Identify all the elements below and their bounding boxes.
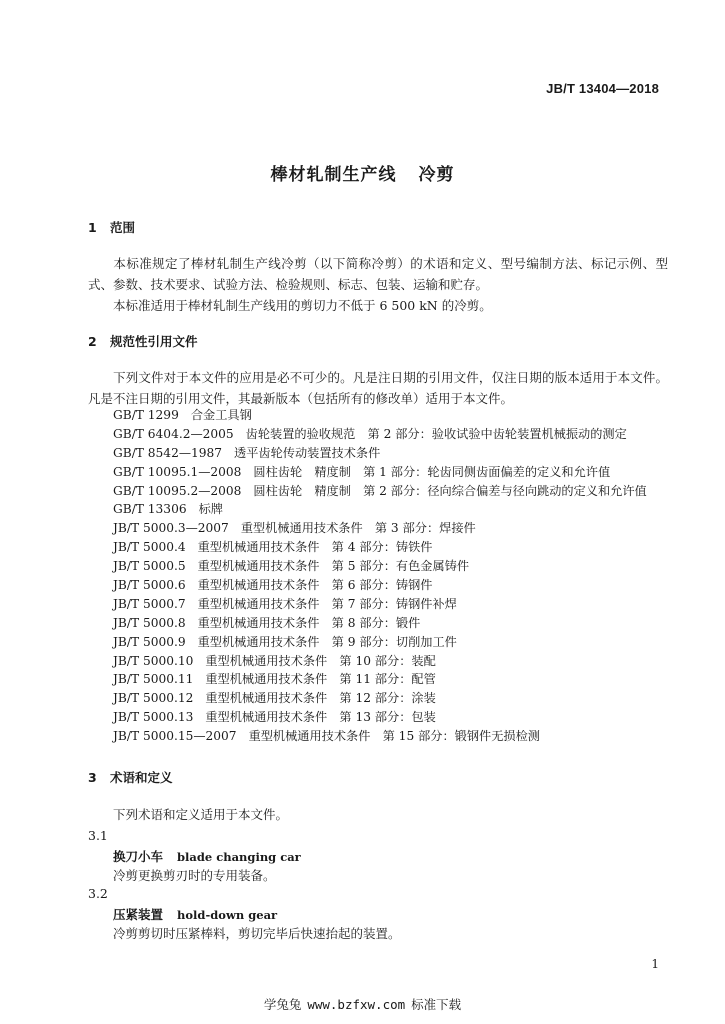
reference-title: 重型机械通用技术条件 第 3 部分：焊接件 [240,521,476,536]
reference-item [113,614,647,633]
reference-title: 透平齿轮传动装置技术条件 [234,445,381,460]
section-title: 范围 [110,220,136,235]
reference-title: 重型机械通用技术条件 第 15 部分：锻钢件无损检测 [248,729,540,744]
reference-item [113,500,647,519]
reference-item [113,557,647,576]
section-number: 2 [88,334,97,349]
section-title: 术语和定义 [110,770,173,785]
reference-title: 合金工具钢 [190,408,252,422]
terms-intro [88,804,668,825]
reference-code: GB/T 13306 [113,502,187,517]
reference-code: GB/T 8542—1987 [113,445,223,460]
reference-item [113,727,647,746]
scope-paragraph-1 [88,253,668,295]
reference-title: 重型机械通用技术条件 第 9 部分：切削加工件 [197,634,457,649]
reference-title: 重型机械通用技术条件 第 7 部分：铸钢件补焊 [197,596,457,611]
section-2-heading [88,332,198,350]
term-number: 3.1 [88,828,108,843]
reference-item [113,444,647,463]
reference-title: 重型机械通用技术条件 第 6 部分：铸钢件 [197,578,433,593]
title-part2: 冷剪 [418,165,455,185]
reference-code: JB/T 5000.7 [113,596,186,611]
reference-title: 圆柱齿轮 精度制 第 2 部分：径向综合偏差与径向跳动的定义和允许值 [253,483,647,498]
reference-code: JB/T 5000.12 [113,691,194,706]
reference-code: JB/T 5000.15—2007 [113,729,237,744]
term-chinese: 压紧装置 [113,907,164,922]
term-definition: 冷剪剪切时压紧棒料，剪切完毕后快速抬起的装置。 [113,926,401,941]
paragraph-text: 下列术语和定义适用于本文件。 [113,807,289,822]
reference-item [113,689,647,708]
reference-code: JB/T 5000.3—2007 [113,521,229,536]
reference-item [113,595,647,614]
section-title: 规范性引用文件 [110,334,198,349]
reference-code: GB/T 6404.2—2005 [113,426,234,441]
reference-item [113,482,647,501]
title-part1: 棒材轧制生产线 [270,165,397,185]
reference-title: 重型机械通用技术条件 第 5 部分：有色金属铸件 [197,559,470,574]
reference-code: GB/T 1299 [113,408,179,422]
section-3-heading [88,768,173,786]
reference-code: JB/T 5000.8 [113,615,186,630]
term-definition: 冷剪更换剪刃时的专用装备。 [113,868,276,883]
reference-title: 圆柱齿轮 精度制 第 1 部分：轮齿同侧齿面偏差的定义和允许值 [253,464,611,479]
reference-title: 重型机械通用技术条件 第 12 部分：涂装 [205,691,436,706]
section-number: 1 [88,220,97,235]
reference-code: JB/T 5000.13 [113,710,194,725]
paragraph-text: 本标准适用于棒材轧制生产线用的剪切力不低于 6 500 kN 的冷剪。 [113,298,492,313]
term-heading [113,847,301,865]
reference-title: 重型机械通用技术条件 第 4 部分：铸铁件 [197,540,433,555]
scope-paragraph-2 [88,295,668,316]
reference-code: JB/T 5000.6 [113,578,186,593]
footer-url[interactable]: www.bzfxw.com [307,997,406,1012]
term-chinese: 换刀小车 [113,849,164,864]
reference-item [113,538,647,557]
section-number: 3 [88,770,97,785]
reference-item [113,633,647,652]
reference-code: GB/T 10095.2—2008 [113,483,242,498]
reference-item [113,519,647,538]
section-1-heading [88,218,135,236]
reference-title: 齿轮装置的验收规范 第 2 部分：验收试验中齿轮装置机械振动的测定 [245,426,627,441]
reference-code: JB/T 5000.11 [113,672,194,687]
reference-item [113,576,647,595]
reference-list [113,406,647,746]
paragraph-text: 下列文件对于本文件的应用是必不可少的。凡是注日期的引用文件，仅注日期的版本适用于本文件。凡是不注日期的引用文件，其最新版本（包括所有的修改单）适用于本文件。 [88,370,668,406]
term-english: blade changing car [177,850,301,864]
reference-title: 重型机械通用技术条件 第 8 部分：锻件 [197,615,421,630]
reference-item [113,406,647,425]
term-english: hold-down gear [177,908,278,922]
reference-item [113,652,647,671]
term-heading [113,905,277,923]
reference-title: 重型机械通用技术条件 第 10 部分：装配 [205,653,436,668]
reference-code: JB/T 5000.5 [113,559,186,574]
reference-title: 标牌 [198,502,223,517]
paragraph-text: 本标准规定了棒材轧制生产线冷剪（以下简称冷剪）的术语和定义、型号编制方法、标记示例、型式、参数、技术要求、试验方法、检验规则、标志、包装、运输和贮存。 [88,256,668,292]
reference-item [113,670,647,689]
document-title [0,160,725,185]
term-number: 3.2 [88,886,108,901]
page-number: 1 [651,957,659,971]
reference-code: JB/T 5000.10 [113,653,194,668]
reference-item [113,708,647,727]
footer-tagline: 标准下载 [411,997,462,1012]
standard-number: JB/T 13404—2018 [546,81,659,96]
reference-title: 重型机械通用技术条件 第 13 部分：包装 [205,710,436,725]
reference-code: GB/T 10095.1—2008 [113,464,242,479]
reference-item [113,425,647,444]
reference-title: 重型机械通用技术条件 第 11 部分：配管 [205,672,436,687]
reference-item [113,463,647,482]
references-intro [88,367,668,409]
watermark-footer [0,995,725,1013]
footer-site-name: 学兔兔 [263,997,302,1012]
reference-code: JB/T 5000.4 [113,540,186,555]
reference-code: JB/T 5000.9 [113,634,186,649]
